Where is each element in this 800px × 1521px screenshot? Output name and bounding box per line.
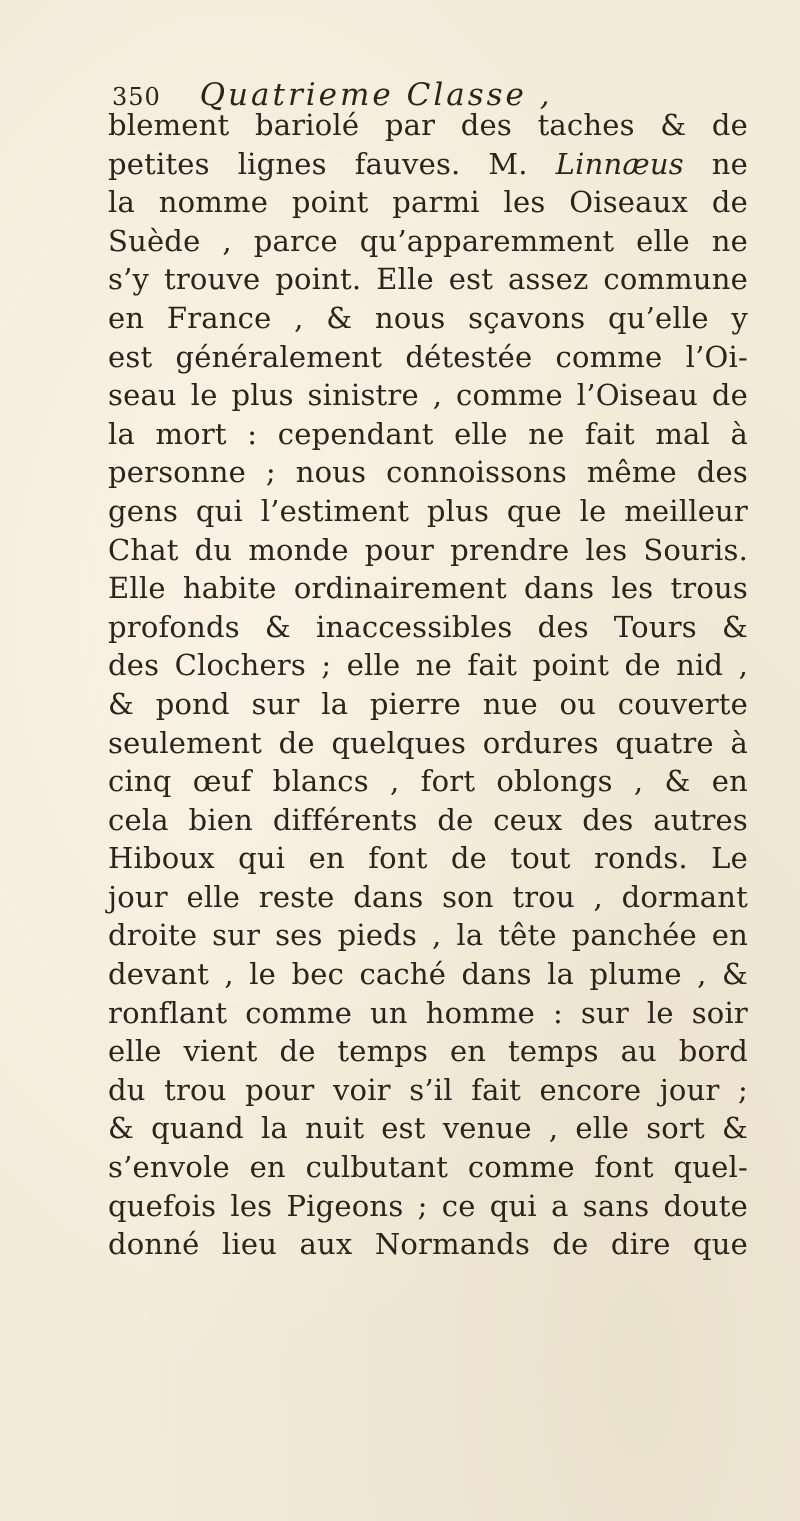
text-run: blement bariolé par des taches & de xyxy=(108,108,748,142)
text-line xyxy=(108,260,748,299)
text-line xyxy=(108,762,748,801)
text-line xyxy=(108,839,748,878)
text-line xyxy=(108,1187,748,1226)
page-number: 350 xyxy=(112,83,161,111)
text-run: cinq œuf blancs , fort oblongs , & en xyxy=(108,764,748,799)
text-run: Hiboux qui en font de tout ronds. Le xyxy=(108,841,748,876)
text-line xyxy=(108,299,748,338)
text-run: est généralement détestée comme l’Oi- xyxy=(108,339,748,374)
text-run: gens qui l’estiment plus que le meilleur xyxy=(108,493,748,528)
text-run: la mort : cependant elle ne fait mal à xyxy=(108,416,748,451)
text-line xyxy=(108,1109,748,1148)
text-line xyxy=(108,492,748,531)
text-line xyxy=(108,1148,748,1187)
text-line xyxy=(108,801,748,840)
text-line xyxy=(108,338,748,377)
text-line xyxy=(108,685,748,724)
text-run: profonds & inaccessibles des Tours & xyxy=(108,609,748,644)
text-run: Chat du monde pour prendre les Souris. xyxy=(108,532,748,567)
text-run: seulement de quelques ordures quatre à xyxy=(108,725,748,760)
text-line xyxy=(108,453,748,492)
text-line xyxy=(108,145,748,184)
text-run: donné lieu aux Normands de dire que xyxy=(108,1227,748,1262)
text-line xyxy=(108,1225,748,1264)
text-run: du trou pour voir s’il fait encore jour ; xyxy=(108,1072,748,1107)
text-run: seau le plus sinistre , comme l’Oiseau de xyxy=(108,378,748,413)
text-run: des Clochers ; elle ne fait point de nid , xyxy=(108,648,748,683)
text-run: en France , & nous sçavons qu’elle y xyxy=(108,300,748,335)
text-run: cela bien différents de ceux des autres xyxy=(108,802,748,837)
text-run: petites lignes fauves. M. xyxy=(108,146,556,181)
text-line xyxy=(108,415,748,454)
italic-name: Linnæus xyxy=(555,146,684,181)
text-line xyxy=(108,569,748,608)
text-run: & quand la nuit est venue , elle sort & xyxy=(108,1111,748,1146)
running-title: Quatrieme Classe , xyxy=(199,77,553,113)
text-run: ronflant comme un homme : sur le soir xyxy=(108,995,748,1030)
text-line xyxy=(108,878,748,917)
text-line xyxy=(108,1071,748,1110)
text-run: quefois les Pigeons ; ce qui a sans doute xyxy=(108,1188,748,1223)
text-line xyxy=(108,531,748,570)
text-run: droite sur ses pieds , la tête panchée en xyxy=(108,918,748,953)
text-run: elle vient de temps en temps au bord xyxy=(108,1034,748,1069)
text-run: personne ; nous connoissons même des xyxy=(108,455,748,490)
text-run: Suède , parce qu’apparemment elle ne xyxy=(108,223,748,258)
text-line xyxy=(108,376,748,415)
text-line xyxy=(108,608,748,647)
text-line xyxy=(108,916,748,955)
text-run: ne xyxy=(683,146,748,181)
text-run: Elle habite ordinairement dans les trous xyxy=(108,571,748,606)
text-run: la nomme point parmi les Oiseaux de xyxy=(108,185,748,220)
text-run: s’y trouve point. Elle est assez commune xyxy=(108,262,748,297)
text-line xyxy=(108,183,748,222)
text-line xyxy=(108,646,748,685)
text-run: devant , le bec caché dans la plume , & xyxy=(108,957,748,992)
text-run: jour elle reste dans son trou , dormant xyxy=(108,879,748,914)
text-run: s’envole en culbutant comme font quel- xyxy=(108,1150,748,1185)
text-line xyxy=(108,724,748,763)
text-line xyxy=(108,222,748,261)
text-line xyxy=(108,1032,748,1071)
text-line xyxy=(108,955,748,994)
text-line xyxy=(108,994,748,1033)
text-line xyxy=(108,106,748,145)
body-text xyxy=(108,106,748,1264)
text-run: & pond sur la pierre nue ou couverte xyxy=(108,686,748,721)
